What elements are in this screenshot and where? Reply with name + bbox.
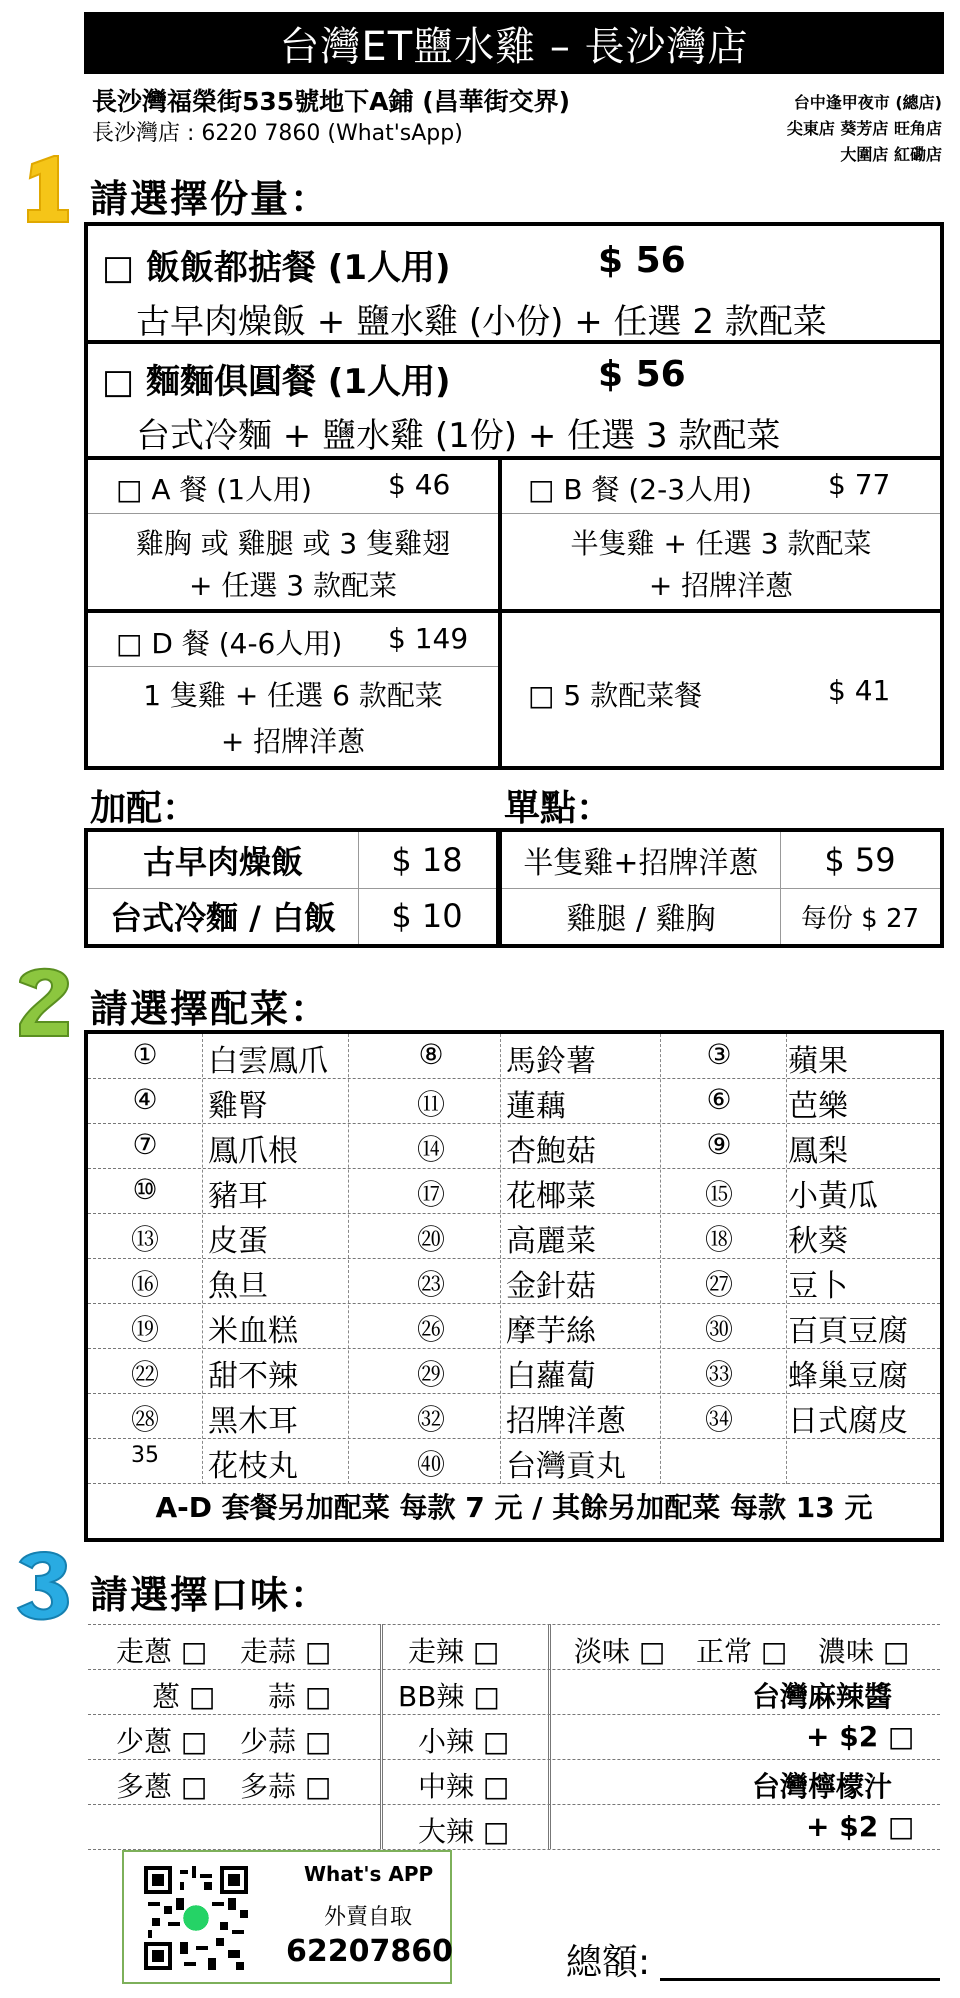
- side-dish-name[interactable]: 米血糕: [208, 1314, 298, 1349]
- set-d-desc-1: 1 隻雞 + 任選 6 款配菜: [143, 679, 443, 712]
- spice-option[interactable]: 中辣 □: [418, 1770, 510, 1803]
- taste-row-divider: [88, 1714, 940, 1715]
- set-menu-table: [84, 222, 944, 770]
- sauce-1-label: 台灣麻辣醬: [752, 1680, 893, 1713]
- single-leg-name[interactable]: 雞腿 / 雞胸: [566, 902, 716, 937]
- side-dish-name[interactable]: 芭樂: [788, 1089, 848, 1124]
- side-dish-number: 35: [131, 1443, 159, 1468]
- side-dish-number: ㉚: [704, 1313, 733, 1346]
- side-dish-name[interactable]: 豆卜: [788, 1269, 848, 1304]
- addon-rice-name[interactable]: 古早肉燥飯: [142, 843, 303, 881]
- side-dish-number: ⑱: [704, 1223, 733, 1256]
- step-2-title: 請選擇配菜：: [90, 987, 331, 1031]
- side-dish-number: ①: [132, 1038, 158, 1071]
- onion-garlic-option[interactable]: 少蒜 □: [240, 1725, 332, 1758]
- total-input-line[interactable]: [660, 1978, 940, 1981]
- single-table: [498, 828, 944, 948]
- shop-title: 台灣ET鹽水雞 – 長沙灣店: [84, 12, 944, 74]
- set-d-name[interactable]: □ D 餐 (4-6人用): [116, 627, 343, 660]
- side-dish-number: ⑩: [132, 1173, 158, 1206]
- side-dish-name[interactable]: 金針菇: [506, 1269, 596, 1304]
- side-dish-name[interactable]: 雞腎: [208, 1089, 268, 1124]
- side-dish-number: ㉙: [416, 1358, 445, 1391]
- side-dish-number: ㉘: [130, 1403, 159, 1436]
- side-dish-name[interactable]: 鳳梨: [788, 1134, 848, 1169]
- addon-noodle-price: $ 10: [391, 897, 463, 935]
- shop-address: 長沙灣福榮街535號地下A鋪 (昌華街交界): [92, 87, 571, 116]
- taste-row-divider: [88, 1624, 940, 1625]
- branch-line-3: 大圍店 紅磡店: [840, 145, 942, 164]
- spice-option[interactable]: 小辣 □: [418, 1725, 510, 1758]
- single-leg-price: 每份 $ 27: [800, 903, 920, 934]
- side-dish-name[interactable]: 白雲鳳爪: [208, 1044, 328, 1079]
- side-dish-name[interactable]: 甜不辣: [208, 1359, 298, 1394]
- branch-line-2: 尖東店 葵芳店 旺角店: [786, 119, 942, 138]
- step-1-title: 請選擇份量：: [90, 177, 331, 221]
- spice-option[interactable]: 大辣 □: [418, 1815, 510, 1848]
- side-dish-number: ㉝: [704, 1358, 733, 1391]
- side-dish-name[interactable]: 台灣貢丸: [506, 1449, 626, 1484]
- side-dish-name[interactable]: 秋葵: [788, 1224, 848, 1259]
- branch-line-1: 台中逢甲夜市 (總店): [793, 93, 942, 112]
- side-dish-number: ⑳: [416, 1223, 445, 1256]
- single-halfchicken-price: $ 59: [824, 841, 896, 879]
- side-dish-number: ③: [706, 1038, 732, 1071]
- step-3-title: 請選擇口味：: [90, 1573, 331, 1617]
- side-dish-name[interactable]: 豬耳: [208, 1179, 268, 1214]
- onion-garlic-option[interactable]: 少蔥 □: [116, 1725, 208, 1758]
- onion-garlic-option[interactable]: 多蒜 □: [240, 1770, 332, 1803]
- side-dish-name[interactable]: 百頁豆腐: [788, 1314, 908, 1349]
- whatsapp-number: 62207860: [286, 1934, 453, 1969]
- shop-phone: 長沙灣店 : 6220 7860 (What'sApp): [92, 121, 463, 146]
- set-a-price: $ 46: [388, 468, 451, 501]
- side-dish-number: ㉖: [416, 1313, 445, 1346]
- single-title: 單點：: [504, 788, 613, 829]
- spice-option[interactable]: 走辣 □: [408, 1635, 500, 1668]
- addons-table: [84, 828, 500, 948]
- step-2-badge: [14, 960, 74, 1042]
- set-a-desc-2: + 任選 3 款配菜: [189, 569, 397, 602]
- side-dish-name[interactable]: 魚旦: [208, 1269, 268, 1304]
- side-dish-name[interactable]: 高麗菜: [506, 1224, 596, 1259]
- taste-option[interactable]: 濃味 □: [818, 1635, 910, 1668]
- set-b-price: $ 77: [828, 468, 891, 501]
- side-dish-number: ㉞: [704, 1403, 733, 1436]
- side-dish-number: ⑯: [130, 1268, 159, 1301]
- side-dish-name[interactable]: 皮蛋: [208, 1224, 268, 1259]
- takeaway-label: 外賣自取: [324, 1905, 413, 1930]
- side-dish-number: ㊵: [416, 1448, 445, 1481]
- set-rice-price: $ 56: [598, 240, 686, 281]
- side-dish-number: ⑮: [704, 1178, 733, 1211]
- set-b-name[interactable]: □ B 餐 (2-3人用): [528, 473, 752, 506]
- sauce-1-price[interactable]: + $2 □: [806, 1720, 915, 1753]
- step-3-badge: [12, 1546, 72, 1628]
- whatsapp-card: [122, 1850, 452, 1984]
- addon-rice-price: $ 18: [391, 841, 463, 879]
- set-5-name[interactable]: □ 5 款配菜餐: [528, 679, 703, 712]
- side-dish-number: ㉗: [704, 1268, 733, 1301]
- set-b-desc-2: + 招牌洋蔥: [648, 569, 794, 602]
- side-dish-name[interactable]: 鳳爪根: [208, 1134, 298, 1169]
- side-dish-name[interactable]: 蘋果: [788, 1044, 848, 1079]
- side-dish-number: ⑨: [706, 1128, 732, 1161]
- taste-row-divider: [88, 1669, 940, 1670]
- onion-garlic-option[interactable]: 蒜 □: [268, 1680, 332, 1713]
- set-d-desc-2: + 招牌洋蔥: [220, 725, 366, 758]
- taste-column-divider: [548, 1624, 551, 1849]
- side-dish-name[interactable]: 花枝丸: [208, 1449, 298, 1484]
- side-dish-name[interactable]: 馬鈴薯: [506, 1044, 596, 1079]
- side-dish-name[interactable]: 小黃瓜: [788, 1179, 878, 1214]
- onion-garlic-option[interactable]: 多蔥 □: [116, 1770, 208, 1803]
- set-a-name[interactable]: □ A 餐 (1人用): [116, 473, 312, 506]
- set-noodle-name[interactable]: □ 麵麵俱圓餐 (1人用): [102, 362, 451, 402]
- side-dish-name[interactable]: 白蘿蔔: [506, 1359, 596, 1394]
- whatsapp-label: What's APP: [304, 1862, 434, 1886]
- side-dish-number: ④: [132, 1083, 158, 1116]
- side-dish-name[interactable]: 杏鮑菇: [506, 1134, 596, 1169]
- side-dish-number: ㉒: [130, 1358, 159, 1391]
- side-dish-name[interactable]: 蓮藕: [506, 1089, 566, 1124]
- set-d-price: $ 149: [388, 622, 469, 655]
- side-dish-number: ⑦: [132, 1128, 158, 1161]
- set-rice-name[interactable]: □ 飯飯都掂餐 (1人用): [102, 248, 451, 288]
- taste-option[interactable]: 淡味 □: [574, 1635, 666, 1668]
- side-dish-number: ⑰: [416, 1178, 445, 1211]
- set-rice-desc: 古早肉燥飯 + 鹽水雞 (小份) + 任選 2 款配菜: [136, 302, 827, 342]
- side-dish-number: ⑬: [130, 1223, 159, 1256]
- taste-column-divider: [380, 1624, 383, 1849]
- onion-garlic-option[interactable]: 蔥 □: [152, 1680, 216, 1713]
- side-dish-number: ⑥: [706, 1083, 732, 1116]
- set-b-desc-1: 半隻雞 + 任選 3 款配菜: [570, 527, 872, 560]
- side-dish-number: ⑪: [416, 1088, 445, 1121]
- side-dish-table: [84, 1030, 944, 1542]
- side-dish-number: ㉜: [416, 1403, 445, 1436]
- side-dish-number: ⑧: [418, 1038, 444, 1071]
- side-dish-name[interactable]: 日式腐皮: [788, 1404, 908, 1439]
- side-dish-name[interactable]: 招牌洋蔥: [506, 1404, 626, 1439]
- taste-option[interactable]: 正常 □: [696, 1635, 788, 1668]
- set-5-price: $ 41: [828, 674, 891, 707]
- side-dish-note: A-D 套餐另加配菜 每款 7 元 / 其餘另加配菜 每款 13 元: [155, 1491, 873, 1524]
- taste-row-divider: [88, 1759, 940, 1760]
- side-dish-name[interactable]: 花椰菜: [506, 1179, 596, 1214]
- side-dish-number: ⑲: [130, 1313, 159, 1346]
- addon-noodle-name[interactable]: 台式冷麵 / 白飯: [110, 899, 336, 937]
- onion-garlic-option[interactable]: 走蒜 □: [240, 1635, 332, 1668]
- side-dish-number: ⑭: [416, 1133, 445, 1166]
- set-noodle-desc: 台式冷麵 + 鹽水雞 (1份) + 任選 3 款配菜: [136, 416, 781, 456]
- sauce-2-price[interactable]: + $2 □: [806, 1810, 915, 1843]
- spice-option[interactable]: BB辣 □: [398, 1680, 500, 1713]
- sauce-2-label: 台灣檸檬汁: [752, 1770, 893, 1803]
- taste-row-divider: [88, 1804, 940, 1805]
- side-dish-number: ㉓: [416, 1268, 445, 1301]
- side-dish-name[interactable]: 黑木耳: [208, 1404, 298, 1439]
- step-1-badge: [18, 152, 76, 228]
- onion-garlic-option[interactable]: 走蔥 □: [116, 1635, 208, 1668]
- total-label: 總額:: [566, 1942, 651, 1983]
- side-dish-name[interactable]: 摩芋絲: [506, 1314, 596, 1349]
- addons-title: 加配：: [90, 788, 199, 829]
- qr-code-icon: [144, 1866, 248, 1970]
- set-a-desc-1: 雞胸 或 雞腿 或 3 隻雞翅: [135, 527, 451, 560]
- single-halfchicken-name[interactable]: 半隻雞+招牌洋蔥: [523, 846, 759, 881]
- set-noodle-price: $ 56: [598, 354, 686, 395]
- side-dish-name[interactable]: 蜂巢豆腐: [788, 1359, 908, 1394]
